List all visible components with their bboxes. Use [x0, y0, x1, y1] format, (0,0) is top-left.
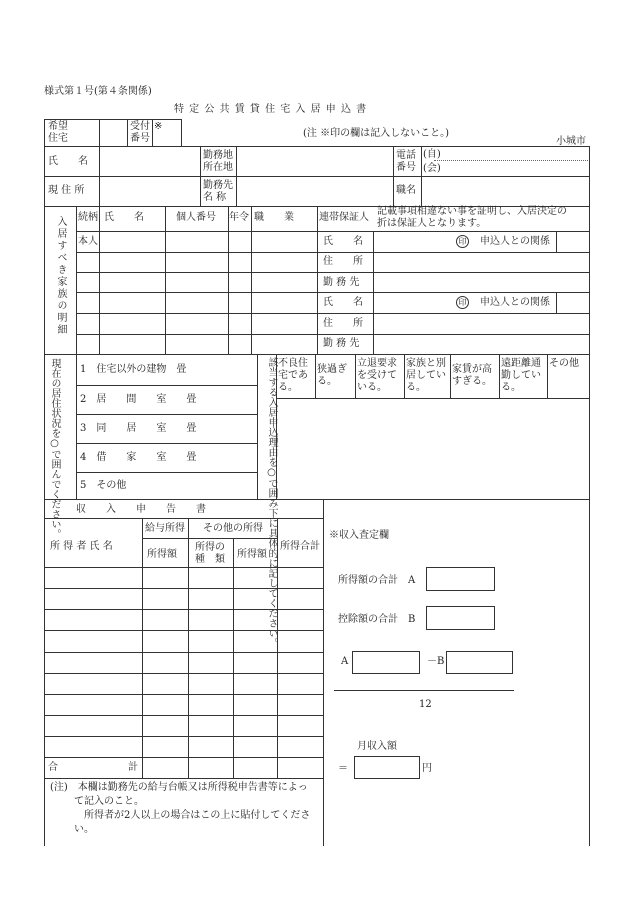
g1-relation-label: 申込人との関係 — [480, 236, 550, 247]
h-kind-2: 種 類 — [195, 554, 225, 565]
tel-work-label: (会) — [423, 163, 441, 174]
reason-3[interactable]: 立退要求を受けている。 — [357, 358, 397, 393]
reason-2[interactable]: 狭過ぎる。 — [317, 364, 347, 387]
g1-address-label: 住 所 — [323, 256, 363, 267]
seal-icon: 印 — [456, 235, 469, 248]
equals-sign: ＝ — [338, 763, 348, 774]
housing-item-3: 3 同 居 室 畳 — [80, 423, 197, 434]
housing-side-label: 現在の居住状況を○で囲んでください。 — [49, 358, 60, 539]
kibou-field[interactable] — [100, 120, 126, 145]
shimei-label: 氏 名 — [48, 156, 88, 167]
seal-icon: 印 — [456, 296, 469, 309]
assess-b-label: 控除額の合計 B — [338, 614, 416, 625]
h-name: 氏 名 — [104, 212, 144, 223]
family-side-label: 入居すべき家族の明細 — [55, 216, 66, 336]
h-income-total: 所得合計 — [280, 541, 320, 552]
reason-5[interactable]: 家賃が高すぎる。 — [452, 364, 492, 387]
income-note-2: て記入のこと。 — [74, 796, 144, 807]
h-salary: 給与所得 — [145, 523, 185, 534]
work-address-field[interactable] — [237, 147, 392, 175]
tel-label-2: 番号 — [396, 162, 416, 173]
g2-address-label: 住 所 — [323, 318, 363, 329]
work-name-label-2: 名 称 — [203, 192, 227, 203]
assess-a-label: 所得額の合計 A — [338, 575, 416, 586]
yen-label: 円 — [422, 763, 432, 774]
reason-1[interactable]: 不良住宅である。 — [278, 358, 308, 393]
city-name: 小城市 — [556, 136, 586, 147]
g2-relation-label: 申込人との関係 — [480, 297, 550, 308]
assess-b-field[interactable] — [426, 606, 495, 630]
g1-work-label: 勤 務 先 — [323, 277, 360, 288]
jutaku-label: 住宅 — [48, 133, 68, 144]
reason-6[interactable]: 遠距離通勤している。 — [501, 358, 541, 393]
h-earner-name: 所 得 者 氏 名 — [50, 541, 113, 552]
form-note: (注 ※印の欄は記入しないこと。) — [303, 128, 449, 139]
h-age: 年令 — [229, 212, 249, 223]
form-number: 様式第１号(第４条関係) — [44, 86, 152, 97]
h-other-amount: 所得額 — [237, 549, 267, 560]
applicant-name-field[interactable] — [100, 147, 199, 175]
income-note-3: 所得者が2人以上の場合はこの上に貼付してくださ — [84, 810, 311, 821]
g2-work-label: 勤 務 先 — [323, 338, 360, 349]
g2-name-label: 氏 名 — [323, 297, 363, 308]
tel-home-label: (自) — [423, 149, 441, 160]
income-note-1: (注) 本欄は勤務先の給与台帳又は所得税申告書等によっ — [50, 782, 308, 793]
bangou-label: 番号 — [130, 133, 150, 144]
h-kind-1: 所得の — [195, 542, 225, 553]
formula-a-field[interactable] — [352, 651, 420, 674]
formula-b-field[interactable] — [446, 651, 513, 674]
income-note-4: い。 — [74, 824, 94, 835]
formula-minus-b: －B — [427, 656, 445, 667]
address-label: 現 住 所 — [48, 185, 85, 196]
h-guarantor: 連帯保証人 — [319, 212, 369, 223]
form-title: 特 定 公 共 賃 貸 住 宅 入 居 申 込 書 — [174, 104, 368, 115]
official-mark: ※ — [154, 121, 163, 132]
housing-item-4: 4 借 家 室 畳 — [80, 452, 197, 463]
h-other-income: その他の所得 — [203, 523, 263, 534]
address-field[interactable] — [100, 177, 199, 205]
assess-title: ※収入査定欄 — [329, 530, 389, 541]
housing-item-1: 1 住宅以外の建物 畳 — [80, 364, 187, 375]
guarantor-note-2: 折は保証人となります。 — [377, 218, 487, 229]
g1-name-label: 氏 名 — [323, 236, 363, 247]
housing-item-2: 2 居 間 室 畳 — [80, 394, 197, 405]
h-job: 職 業 — [254, 212, 294, 223]
monthly-income-field[interactable] — [354, 756, 420, 779]
reason-4[interactable]: 家族と別居している。 — [406, 358, 446, 393]
formula-a: A — [341, 656, 349, 667]
work-name-field[interactable] — [237, 177, 392, 205]
reason-label: 該当する入居申込理由を○で囲み下に具体的に記してください。 — [266, 357, 277, 648]
monthly-label: 月収入額 — [357, 741, 397, 752]
post-label: 職名 — [396, 185, 416, 196]
sum-label: 合 計 — [48, 762, 138, 773]
guarantor-note-1: 記載事項相違ない事を証明し、入居決定の — [377, 206, 567, 217]
work-addr-label-1: 勤務地 — [203, 150, 233, 161]
uketsuke-label: 受付 — [130, 121, 150, 132]
reason-7[interactable]: その他 — [549, 358, 579, 369]
kibou-label: 希望 — [48, 121, 68, 132]
income-title: 収 入 申 告 書 — [76, 504, 206, 515]
h-salary-amount: 所得額 — [147, 549, 177, 560]
housing-item-5: 5 その他 — [80, 480, 127, 491]
h-id: 個人番号 — [176, 212, 216, 223]
tel-label-1: 電話 — [396, 150, 416, 161]
formula-denominator: 12 — [419, 699, 432, 710]
work-addr-label-2: 所在地 — [203, 162, 233, 173]
h-relation: 続柄 — [78, 212, 98, 223]
assess-a-field[interactable] — [426, 567, 495, 591]
work-name-label-1: 勤務先 — [203, 180, 233, 191]
self-label: 本人 — [78, 236, 98, 247]
